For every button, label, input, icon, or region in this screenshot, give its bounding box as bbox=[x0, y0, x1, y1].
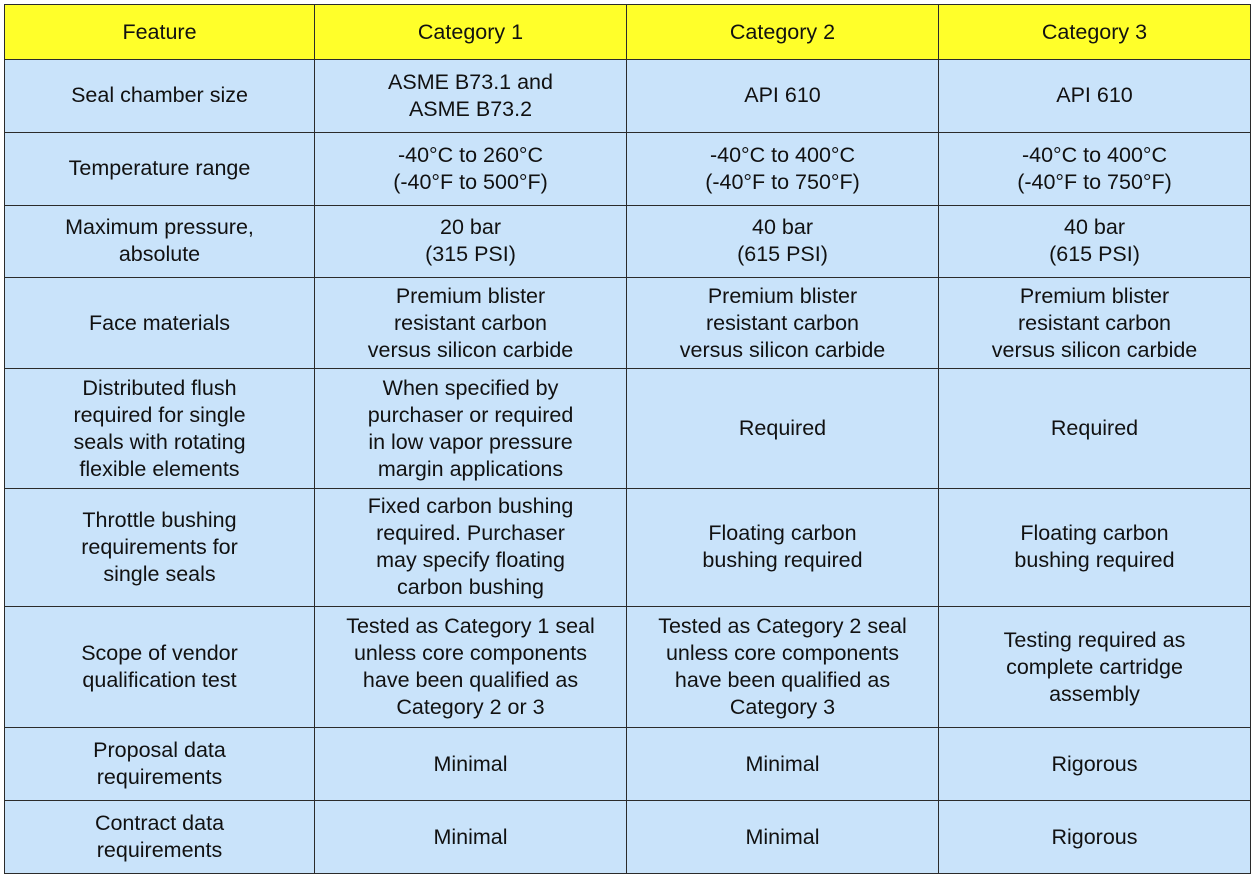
category-3-cell: Premium blister resistant carbon versus silicon carbide bbox=[939, 278, 1251, 369]
table-row bbox=[5, 278, 1251, 369]
header-category-1: Category 1 bbox=[315, 5, 627, 60]
table-row bbox=[5, 607, 1251, 728]
category-3-cell: API 610 bbox=[939, 60, 1251, 133]
category-3-cell: Required bbox=[939, 369, 1251, 488]
header-category-3: Category 3 bbox=[939, 5, 1251, 60]
category-2-cell: Minimal bbox=[627, 801, 939, 874]
header-category-2: Category 2 bbox=[627, 5, 939, 60]
category-1-cell: Premium blister resistant carbon versus silicon carbide bbox=[315, 278, 627, 369]
feature-cell: Throttle bushing requirements for single seals bbox=[5, 488, 315, 606]
category-2-cell: Tested as Category 2 seal unless core components have been qualified as Category 3 bbox=[627, 607, 939, 728]
feature-cell: Face materials bbox=[5, 278, 315, 369]
feature-cell: Temperature range bbox=[5, 132, 315, 205]
category-1-cell: Tested as Category 1 seal unless core components have been qualified as Category 2 or 3 bbox=[315, 607, 627, 728]
feature-cell: Contract data requirements bbox=[5, 801, 315, 874]
category-1-cell: Fixed carbon bushing required. Purchaser may specify floating carbon bushing bbox=[315, 488, 627, 606]
category-2-cell: Floating carbon bushing required bbox=[627, 488, 939, 606]
category-3-cell: 40 bar (615 PSI) bbox=[939, 205, 1251, 278]
category-2-cell: Minimal bbox=[627, 728, 939, 801]
category-1-cell: When specified by purchaser or required in low vapor pressure margin applications bbox=[315, 369, 627, 488]
seal-category-comparison-table bbox=[4, 4, 1251, 874]
category-3-cell: Floating carbon bushing required bbox=[939, 488, 1251, 606]
table-row bbox=[5, 60, 1251, 133]
feature-cell: Maximum pressure, absolute bbox=[5, 205, 315, 278]
table-row bbox=[5, 801, 1251, 874]
feature-cell: Proposal data requirements bbox=[5, 728, 315, 801]
feature-cell: Seal chamber size bbox=[5, 60, 315, 133]
category-2-cell: Required bbox=[627, 369, 939, 488]
table-row bbox=[5, 369, 1251, 488]
category-3-cell: Rigorous bbox=[939, 801, 1251, 874]
table-row bbox=[5, 132, 1251, 205]
table-row bbox=[5, 488, 1251, 606]
category-2-cell: Premium blister resistant carbon versus silicon carbide bbox=[627, 278, 939, 369]
feature-cell: Scope of vendor qualification test bbox=[5, 607, 315, 728]
table-row bbox=[5, 205, 1251, 278]
category-3-cell: -40°C to 400°C (-40°F to 750°F) bbox=[939, 132, 1251, 205]
category-1-cell: Minimal bbox=[315, 728, 627, 801]
table-header-row bbox=[5, 5, 1251, 60]
category-1-cell: ASME B73.1 and ASME B73.2 bbox=[315, 60, 627, 133]
category-2-cell: API 610 bbox=[627, 60, 939, 133]
category-3-cell: Rigorous bbox=[939, 728, 1251, 801]
category-1-cell: 20 bar (315 PSI) bbox=[315, 205, 627, 278]
header-feature: Feature bbox=[5, 5, 315, 60]
feature-cell: Distributed flush required for single seals with rotating flexible elements bbox=[5, 369, 315, 488]
category-2-cell: -40°C to 400°C (-40°F to 750°F) bbox=[627, 132, 939, 205]
category-2-cell: 40 bar (615 PSI) bbox=[627, 205, 939, 278]
category-1-cell: Minimal bbox=[315, 801, 627, 874]
table-row bbox=[5, 728, 1251, 801]
category-3-cell: Testing required as complete cartridge assembly bbox=[939, 607, 1251, 728]
category-1-cell: -40°C to 260°C (-40°F to 500°F) bbox=[315, 132, 627, 205]
